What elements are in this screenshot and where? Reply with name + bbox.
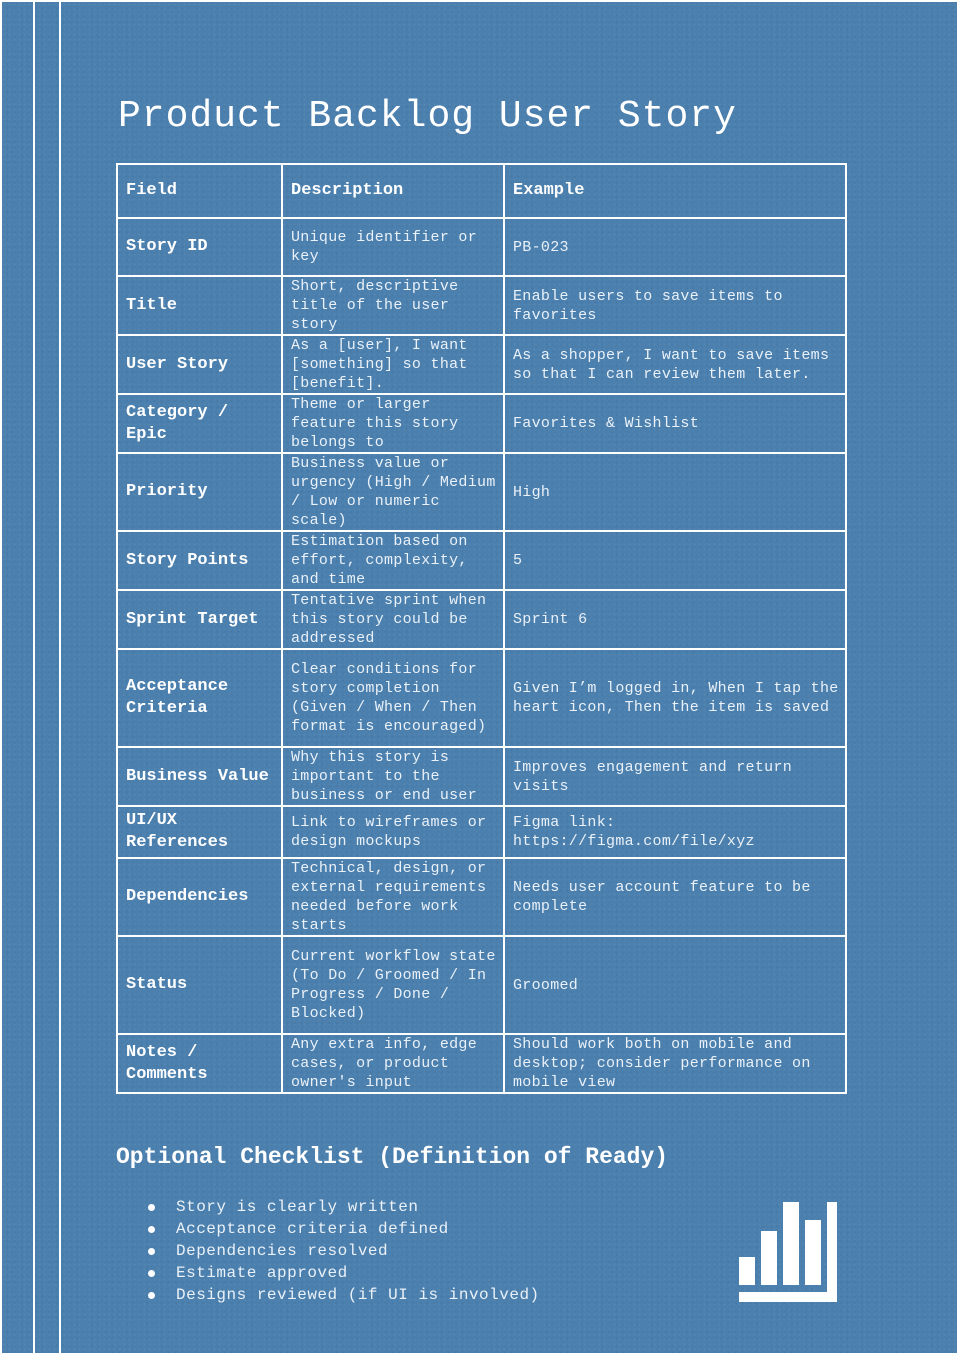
row-field: Acceptance Criteria	[117, 649, 282, 747]
row-description: Tentative sprint when this story could be addressed	[282, 590, 504, 649]
row-description: Link to wireframes or design mockups	[282, 806, 504, 858]
checklist-item-label: Estimate approved	[176, 1264, 348, 1282]
row-description: Estimation based on effort, complexity, and time	[282, 531, 504, 590]
row-field: Notes / Comments	[117, 1034, 282, 1093]
row-example: Favorites & Wishlist	[504, 394, 846, 453]
row-description: Technical, design, or external requirements needed before work starts	[282, 858, 504, 936]
row-field: Title	[117, 276, 282, 335]
bullet-icon	[148, 1226, 155, 1233]
table-row	[117, 394, 846, 453]
checklist-item-label: Story is clearly written	[176, 1198, 419, 1216]
user-story-table	[116, 163, 847, 1094]
row-example: As a shopper, I want to save items so that I can review them later.	[504, 335, 846, 394]
table-row	[117, 649, 846, 747]
table-row	[117, 276, 846, 335]
row-example: Sprint 6	[504, 590, 846, 649]
bullet-icon	[148, 1248, 155, 1255]
table-row	[117, 858, 846, 936]
row-example: Groomed	[504, 936, 846, 1034]
row-example: Improves engagement and return visits	[504, 747, 846, 806]
table-row	[117, 1034, 846, 1093]
table-row	[117, 936, 846, 1034]
bullet-icon	[148, 1204, 155, 1211]
header-description: Description	[282, 164, 504, 218]
table-row	[117, 806, 846, 858]
table-header-row	[117, 164, 846, 218]
margin-line-right	[59, 2, 61, 1353]
table-row	[117, 453, 846, 531]
checklist	[146, 1196, 540, 1306]
row-field: Status	[117, 936, 282, 1034]
row-field: Story Points	[117, 531, 282, 590]
document-page	[2, 2, 957, 1353]
margin-line-left	[33, 2, 35, 1353]
row-description: Any extra info, edge cases, or product owner's input	[282, 1034, 504, 1093]
bar-chart-icon	[737, 1198, 843, 1304]
row-description: Clear conditions for story completion (Given / When / Then format is encouraged)	[282, 649, 504, 747]
row-field: Business Value	[117, 747, 282, 806]
checklist-item-label: Acceptance criteria defined	[176, 1220, 449, 1238]
row-example: Should work both on mobile and desktop; consider performance on mobile view	[504, 1034, 846, 1093]
list-item	[146, 1196, 540, 1218]
header-field: Field	[117, 164, 282, 218]
row-example: High	[504, 453, 846, 531]
row-field: Dependencies	[117, 858, 282, 936]
row-description: Theme or larger feature this story belongs to	[282, 394, 504, 453]
row-example: PB-023	[504, 218, 846, 276]
list-item	[146, 1240, 540, 1262]
row-field: User Story	[117, 335, 282, 394]
row-description: Unique identifier or key	[282, 218, 504, 276]
row-description: Short, descriptive title of the user story	[282, 276, 504, 335]
table-row	[117, 218, 846, 276]
row-example: Needs user account feature to be complete	[504, 858, 846, 936]
header-example: Example	[504, 164, 846, 218]
table-row	[117, 590, 846, 649]
row-field: Category / Epic	[117, 394, 282, 453]
row-field: Story ID	[117, 218, 282, 276]
table-row	[117, 335, 846, 394]
checklist-item-label: Designs reviewed (if UI is involved)	[176, 1286, 540, 1304]
checklist-item-label: Dependencies resolved	[176, 1242, 389, 1260]
row-description: As a [user], I want [something] so that [benefit].	[282, 335, 504, 394]
row-description: Why this story is important to the business or end user	[282, 747, 504, 806]
row-field: UI/UX References	[117, 806, 282, 858]
row-example: 5	[504, 531, 846, 590]
list-item	[146, 1262, 540, 1284]
page-title: Product Backlog User Story	[118, 95, 737, 138]
list-item	[146, 1218, 540, 1240]
table-row	[117, 531, 846, 590]
checklist-title: Optional Checklist (Definition of Ready)	[116, 1144, 669, 1170]
bullet-icon	[148, 1292, 155, 1299]
row-description: Business value or urgency (High / Medium / Low or numeric scale)	[282, 453, 504, 531]
row-example: Enable users to save items to favorites	[504, 276, 846, 335]
list-item	[146, 1284, 540, 1306]
row-description: Current workflow state (To Do / Groomed / In Progress / Done / Blocked)	[282, 936, 504, 1034]
bullet-icon	[148, 1270, 155, 1277]
table-row	[117, 747, 846, 806]
row-example: Given I’m logged in, When I tap the heart icon, Then the item is saved	[504, 649, 846, 747]
row-example: Figma link: https://figma.com/file/xyz	[504, 806, 846, 858]
row-field: Sprint Target	[117, 590, 282, 649]
row-field: Priority	[117, 453, 282, 531]
